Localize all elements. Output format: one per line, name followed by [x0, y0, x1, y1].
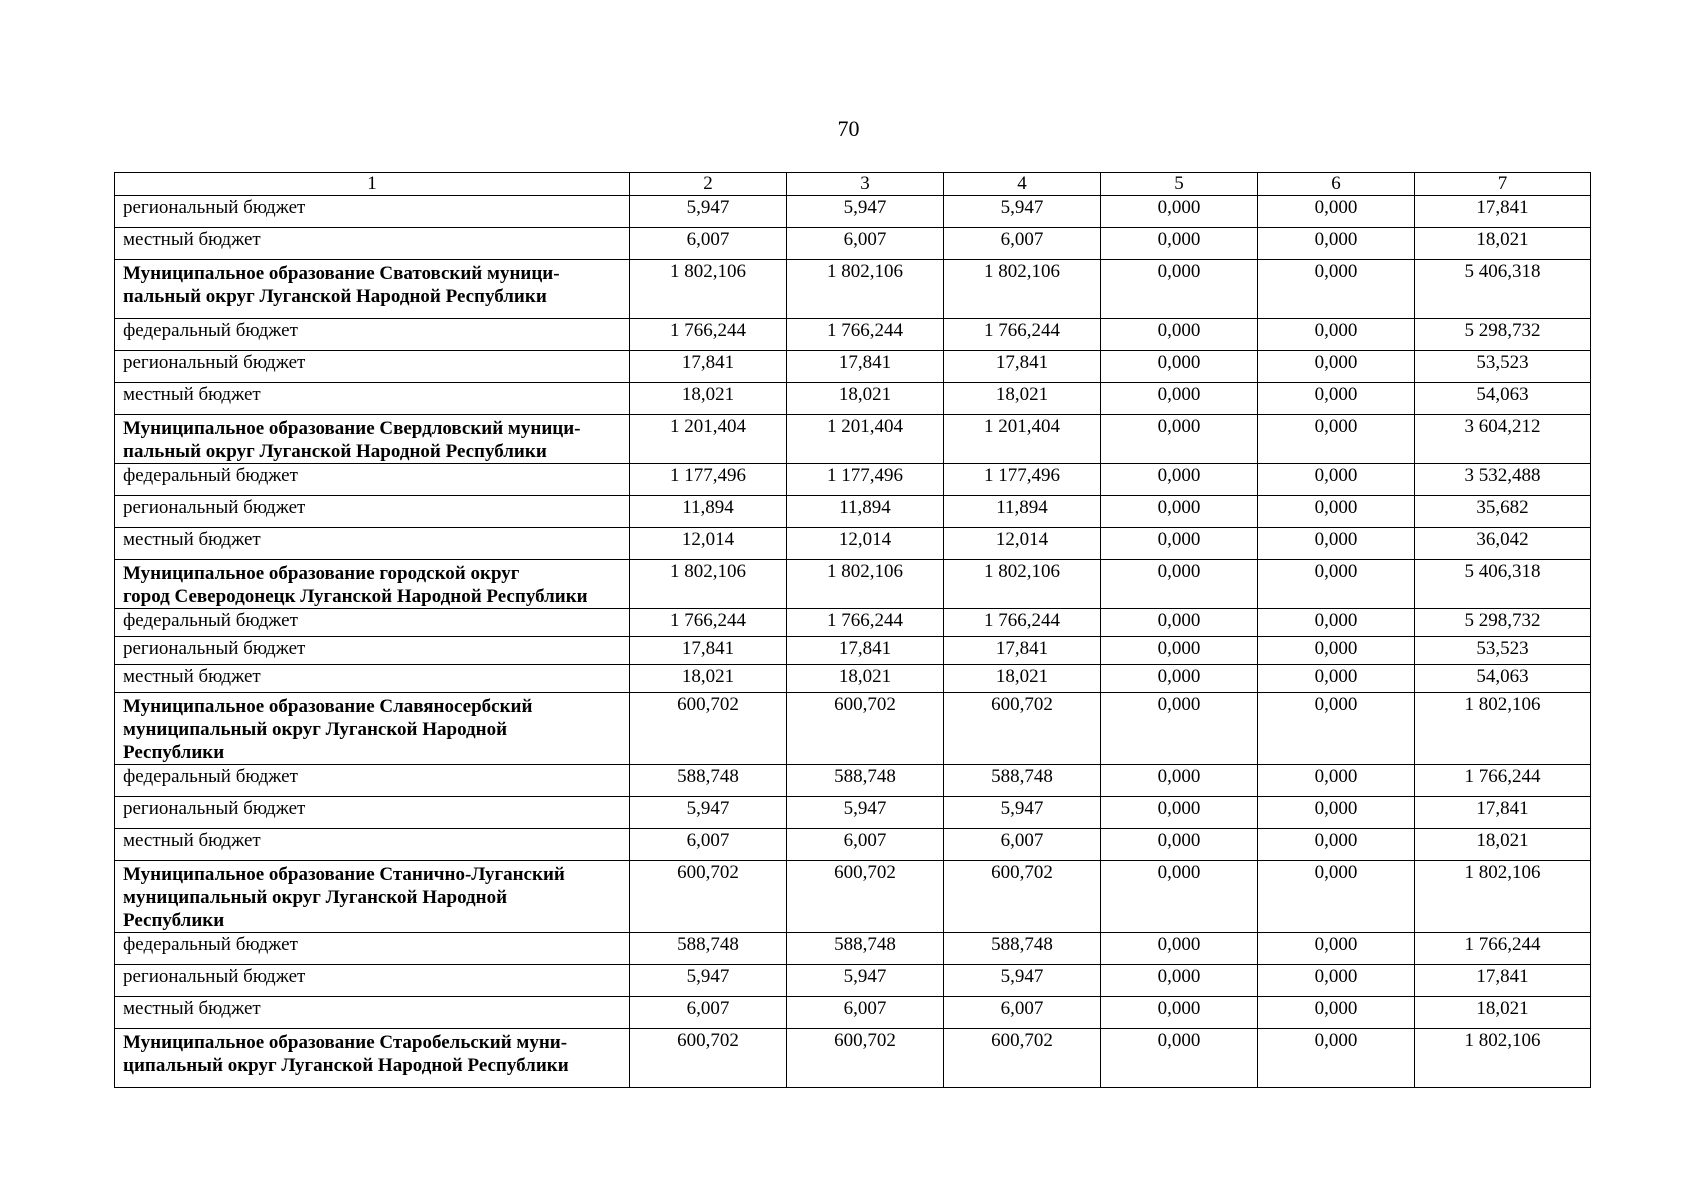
value-cell: 18,021 [1415, 228, 1591, 260]
value-cell: 1 766,244 [630, 609, 787, 637]
value-cell: 0,000 [1258, 797, 1415, 829]
value-cell: 12,014 [787, 528, 944, 560]
value-cell: 6,007 [944, 228, 1101, 260]
value-cell: 17,841 [1415, 965, 1591, 997]
value-cell: 0,000 [1101, 933, 1258, 965]
value-cell: 0,000 [1258, 609, 1415, 637]
value-cell: 0,000 [1101, 829, 1258, 861]
value-cell: 0,000 [1101, 415, 1258, 464]
value-cell: 18,021 [944, 665, 1101, 693]
value-cell: 1 802,106 [1415, 1029, 1591, 1088]
value-cell: 600,702 [944, 693, 1101, 765]
value-cell: 0,000 [1258, 933, 1415, 965]
value-cell: 6,007 [630, 997, 787, 1029]
value-cell: 1 802,106 [787, 560, 944, 609]
value-cell: 1 802,106 [1415, 693, 1591, 765]
budget-table [114, 172, 1591, 1088]
budget-source-row [115, 196, 1591, 228]
value-cell: 6,007 [944, 829, 1101, 861]
value-cell: 5,947 [630, 797, 787, 829]
value-cell: 0,000 [1258, 829, 1415, 861]
value-cell: 1 766,244 [944, 609, 1101, 637]
value-cell: 54,063 [1415, 665, 1591, 693]
value-cell: 17,841 [1415, 797, 1591, 829]
value-cell: 0,000 [1101, 260, 1258, 319]
municipality-row [115, 260, 1591, 319]
value-cell: 0,000 [1258, 415, 1415, 464]
value-cell: 1 177,496 [944, 464, 1101, 496]
value-cell: 18,021 [787, 665, 944, 693]
budget-source-row [115, 319, 1591, 351]
value-cell: 11,894 [787, 496, 944, 528]
value-cell: 5,947 [630, 196, 787, 228]
budget-source-label: региональный бюджет [115, 351, 630, 383]
value-cell: 5 298,732 [1415, 609, 1591, 637]
page-number: 70 [837, 116, 860, 141]
municipality-name: Муниципальное образование Старобельский муни- ципальный округ Луганской Народной Республики [115, 1029, 630, 1088]
value-cell: 6,007 [787, 829, 944, 861]
column-header: 6 [1258, 173, 1415, 196]
value-cell: 0,000 [1101, 528, 1258, 560]
value-cell: 6,007 [944, 997, 1101, 1029]
budget-source-label: местный бюджет [115, 528, 630, 560]
value-cell: 0,000 [1101, 228, 1258, 260]
budget-source-label: федеральный бюджет [115, 319, 630, 351]
value-cell: 1 802,106 [944, 260, 1101, 319]
value-cell: 0,000 [1101, 196, 1258, 228]
value-cell: 1 766,244 [787, 609, 944, 637]
value-cell: 0,000 [1101, 496, 1258, 528]
value-cell: 0,000 [1258, 997, 1415, 1029]
value-cell: 0,000 [1258, 637, 1415, 665]
value-cell: 5 406,318 [1415, 560, 1591, 609]
value-cell: 0,000 [1101, 560, 1258, 609]
value-cell: 17,841 [944, 351, 1101, 383]
value-cell: 0,000 [1101, 693, 1258, 765]
value-cell: 600,702 [630, 1029, 787, 1088]
value-cell: 0,000 [1258, 351, 1415, 383]
value-cell: 11,894 [630, 496, 787, 528]
value-cell: 0,000 [1258, 560, 1415, 609]
municipality-row [115, 560, 1591, 609]
column-header: 4 [944, 173, 1101, 196]
value-cell: 0,000 [1258, 228, 1415, 260]
value-cell: 0,000 [1101, 351, 1258, 383]
value-cell: 1 201,404 [944, 415, 1101, 464]
value-cell: 1 766,244 [630, 319, 787, 351]
value-cell: 18,021 [944, 383, 1101, 415]
budget-source-row [115, 496, 1591, 528]
budget-source-row [115, 383, 1591, 415]
value-cell: 53,523 [1415, 637, 1591, 665]
value-cell: 0,000 [1101, 861, 1258, 933]
value-cell: 1 802,106 [630, 260, 787, 319]
budget-source-label: федеральный бюджет [115, 765, 630, 797]
value-cell: 588,748 [630, 933, 787, 965]
value-cell: 17,841 [1415, 196, 1591, 228]
value-cell: 0,000 [1258, 319, 1415, 351]
budget-source-label: местный бюджет [115, 383, 630, 415]
municipality-name: Муниципальное образование Славяносербский муниципальный округ Луганской Народной Республики [115, 693, 630, 765]
value-cell: 0,000 [1101, 665, 1258, 693]
budget-source-row [115, 665, 1591, 693]
budget-source-row [115, 933, 1591, 965]
value-cell: 0,000 [1258, 496, 1415, 528]
value-cell: 0,000 [1101, 997, 1258, 1029]
budget-source-label: местный бюджет [115, 228, 630, 260]
value-cell: 1 201,404 [630, 415, 787, 464]
value-cell: 5,947 [787, 965, 944, 997]
budget-source-row [115, 797, 1591, 829]
value-cell: 5,947 [787, 196, 944, 228]
value-cell: 0,000 [1101, 637, 1258, 665]
municipality-name: Муниципальное образование Сватовский муници- пальный округ Луганской Народной Республики [115, 260, 630, 319]
value-cell: 0,000 [1101, 965, 1258, 997]
value-cell: 17,841 [787, 351, 944, 383]
value-cell: 0,000 [1101, 464, 1258, 496]
municipality-row [115, 415, 1591, 464]
value-cell: 1 766,244 [944, 319, 1101, 351]
budget-source-label: федеральный бюджет [115, 933, 630, 965]
municipality-row [115, 693, 1591, 765]
value-cell: 17,841 [630, 637, 787, 665]
municipality-name: Муниципальное образование городской округ город Северодонецк Луганской Народной Республики [115, 560, 630, 609]
budget-source-label: региональный бюджет [115, 637, 630, 665]
value-cell: 0,000 [1258, 861, 1415, 933]
budget-source-label: региональный бюджет [115, 496, 630, 528]
value-cell: 0,000 [1258, 196, 1415, 228]
value-cell: 588,748 [944, 933, 1101, 965]
value-cell: 6,007 [787, 228, 944, 260]
value-cell: 6,007 [630, 829, 787, 861]
header-row [115, 173, 1591, 196]
budget-source-row [115, 528, 1591, 560]
budget-source-label: федеральный бюджет [115, 464, 630, 496]
value-cell: 1 802,106 [787, 260, 944, 319]
value-cell: 0,000 [1101, 1029, 1258, 1088]
column-header: 5 [1101, 173, 1258, 196]
value-cell: 11,894 [944, 496, 1101, 528]
municipality-name: Муниципальное образование Свердловский муници- пальный округ Луганской Народной Республики [115, 415, 630, 464]
value-cell: 5 406,318 [1415, 260, 1591, 319]
column-header: 7 [1415, 173, 1591, 196]
value-cell: 588,748 [787, 933, 944, 965]
value-cell: 3 604,212 [1415, 415, 1591, 464]
value-cell: 0,000 [1258, 693, 1415, 765]
value-cell: 53,523 [1415, 351, 1591, 383]
column-header: 3 [787, 173, 944, 196]
value-cell: 1 177,496 [630, 464, 787, 496]
value-cell: 18,021 [1415, 997, 1591, 1029]
value-cell: 6,007 [630, 228, 787, 260]
value-cell: 18,021 [630, 665, 787, 693]
budget-source-label: региональный бюджет [115, 196, 630, 228]
value-cell: 18,021 [1415, 829, 1591, 861]
budget-source-label: федеральный бюджет [115, 609, 630, 637]
value-cell: 0,000 [1258, 464, 1415, 496]
value-cell: 5,947 [787, 797, 944, 829]
value-cell: 35,682 [1415, 496, 1591, 528]
budget-source-row [115, 637, 1591, 665]
budget-source-row [115, 829, 1591, 861]
value-cell: 5,947 [944, 965, 1101, 997]
value-cell: 600,702 [787, 693, 944, 765]
municipality-row [115, 1029, 1591, 1088]
budget-source-row [115, 351, 1591, 383]
budget-source-row [115, 609, 1591, 637]
budget-source-row [115, 997, 1591, 1029]
value-cell: 0,000 [1101, 797, 1258, 829]
value-cell: 0,000 [1258, 260, 1415, 319]
budget-source-row [115, 464, 1591, 496]
value-cell: 588,748 [944, 765, 1101, 797]
value-cell: 1 802,106 [1415, 861, 1591, 933]
value-cell: 18,021 [630, 383, 787, 415]
budget-source-label: местный бюджет [115, 829, 630, 861]
value-cell: 1 766,244 [1415, 765, 1591, 797]
municipality-row [115, 861, 1591, 933]
column-header: 2 [630, 173, 787, 196]
value-cell: 0,000 [1258, 665, 1415, 693]
budget-source-label: региональный бюджет [115, 965, 630, 997]
budget-source-label: местный бюджет [115, 665, 630, 693]
value-cell: 600,702 [787, 861, 944, 933]
value-cell: 12,014 [630, 528, 787, 560]
value-cell: 600,702 [944, 861, 1101, 933]
value-cell: 17,841 [944, 637, 1101, 665]
column-header: 1 [115, 173, 630, 196]
value-cell: 1 766,244 [787, 319, 944, 351]
value-cell: 588,748 [787, 765, 944, 797]
value-cell: 36,042 [1415, 528, 1591, 560]
value-cell: 0,000 [1101, 765, 1258, 797]
value-cell: 6,007 [787, 997, 944, 1029]
value-cell: 54,063 [1415, 383, 1591, 415]
value-cell: 1 802,106 [630, 560, 787, 609]
value-cell: 5,947 [944, 196, 1101, 228]
value-cell: 1 802,106 [944, 560, 1101, 609]
value-cell: 0,000 [1101, 609, 1258, 637]
value-cell: 5,947 [944, 797, 1101, 829]
value-cell: 1 766,244 [1415, 933, 1591, 965]
budget-source-row [115, 765, 1591, 797]
value-cell: 18,021 [787, 383, 944, 415]
value-cell: 17,841 [787, 637, 944, 665]
value-cell: 12,014 [944, 528, 1101, 560]
municipality-name: Муниципальное образование Станично-Луганский муниципальный округ Луганской Народной Республики [115, 861, 630, 933]
value-cell: 600,702 [944, 1029, 1101, 1088]
value-cell: 3 532,488 [1415, 464, 1591, 496]
value-cell: 600,702 [630, 693, 787, 765]
budget-source-label: региональный бюджет [115, 797, 630, 829]
value-cell: 5,947 [630, 965, 787, 997]
value-cell: 0,000 [1258, 383, 1415, 415]
value-cell: 0,000 [1101, 383, 1258, 415]
value-cell: 5 298,732 [1415, 319, 1591, 351]
value-cell: 0,000 [1101, 319, 1258, 351]
budget-source-label: местный бюджет [115, 997, 630, 1029]
value-cell: 600,702 [630, 861, 787, 933]
value-cell: 1 201,404 [787, 415, 944, 464]
budget-source-row [115, 965, 1591, 997]
value-cell: 0,000 [1258, 1029, 1415, 1088]
budget-source-row [115, 228, 1591, 260]
value-cell: 0,000 [1258, 765, 1415, 797]
value-cell: 1 177,496 [787, 464, 944, 496]
value-cell: 0,000 [1258, 528, 1415, 560]
table-body [115, 196, 1591, 1088]
value-cell: 0,000 [1258, 965, 1415, 997]
value-cell: 588,748 [630, 765, 787, 797]
value-cell: 17,841 [630, 351, 787, 383]
value-cell: 600,702 [787, 1029, 944, 1088]
